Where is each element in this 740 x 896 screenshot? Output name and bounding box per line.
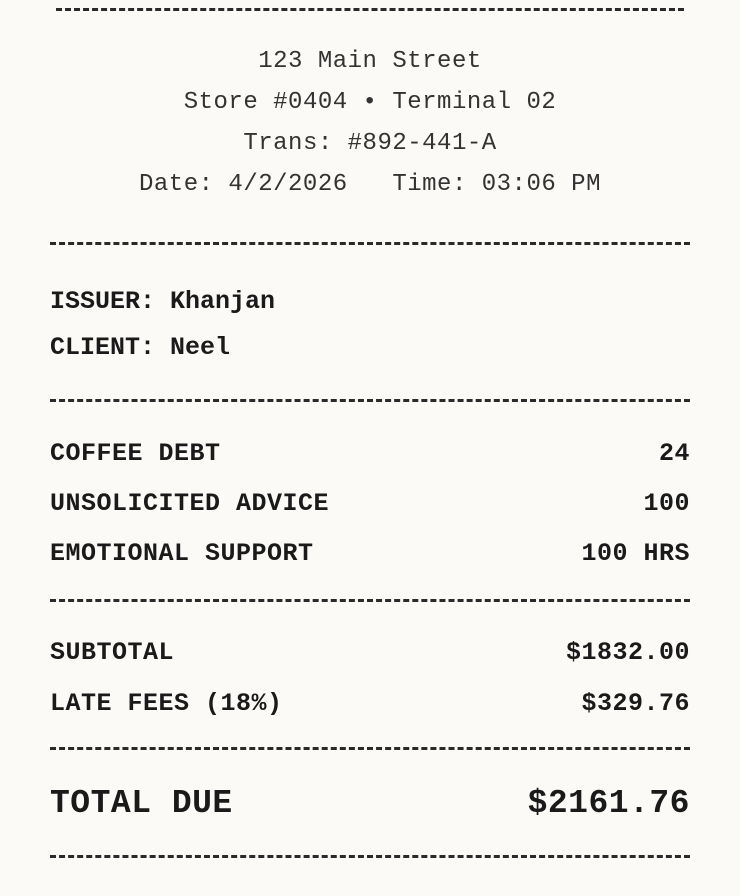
divider-header <box>50 242 690 245</box>
divider-items <box>50 599 690 602</box>
store-terminal: Store #0404 • Terminal 02 <box>183 89 557 116</box>
line-item <box>50 439 690 468</box>
store-address: 123 Main Street <box>258 48 482 75</box>
late-fees-row <box>50 689 690 718</box>
total-value: $2161.76 <box>527 785 690 822</box>
line-item-value: 100 <box>643 489 690 518</box>
line-item <box>50 539 690 568</box>
late-fees-value: $329.76 <box>581 689 690 718</box>
line-item-name: COFFEE DEBT <box>50 439 221 468</box>
line-item-name: UNSOLICITED ADVICE <box>50 489 330 518</box>
line-item-name: EMOTIONAL SUPPORT <box>50 539 314 568</box>
line-item-value: 100 HRS <box>581 539 690 568</box>
divider-bottom <box>50 855 690 858</box>
divider-summary <box>50 747 690 750</box>
client-line: CLIENT: Neel <box>50 333 231 362</box>
line-item <box>50 489 690 518</box>
transaction-id: Trans: #892-441-A <box>243 130 497 157</box>
total-label: TOTAL DUE <box>50 785 233 822</box>
issuer-line: ISSUER: Khanjan <box>50 287 276 316</box>
late-fees-label: LATE FEES (18%) <box>50 689 283 718</box>
line-item-value: 24 <box>658 439 690 468</box>
subtotal-row <box>50 638 690 667</box>
divider-parties <box>50 399 690 402</box>
subtotal-value: $1832.00 <box>565 638 690 667</box>
divider-top <box>56 8 684 11</box>
subtotal-label: SUBTOTAL <box>50 638 175 667</box>
date-time: Date: 4/2/2026 Time: 03:06 PM <box>139 171 601 198</box>
total-row <box>50 785 690 822</box>
